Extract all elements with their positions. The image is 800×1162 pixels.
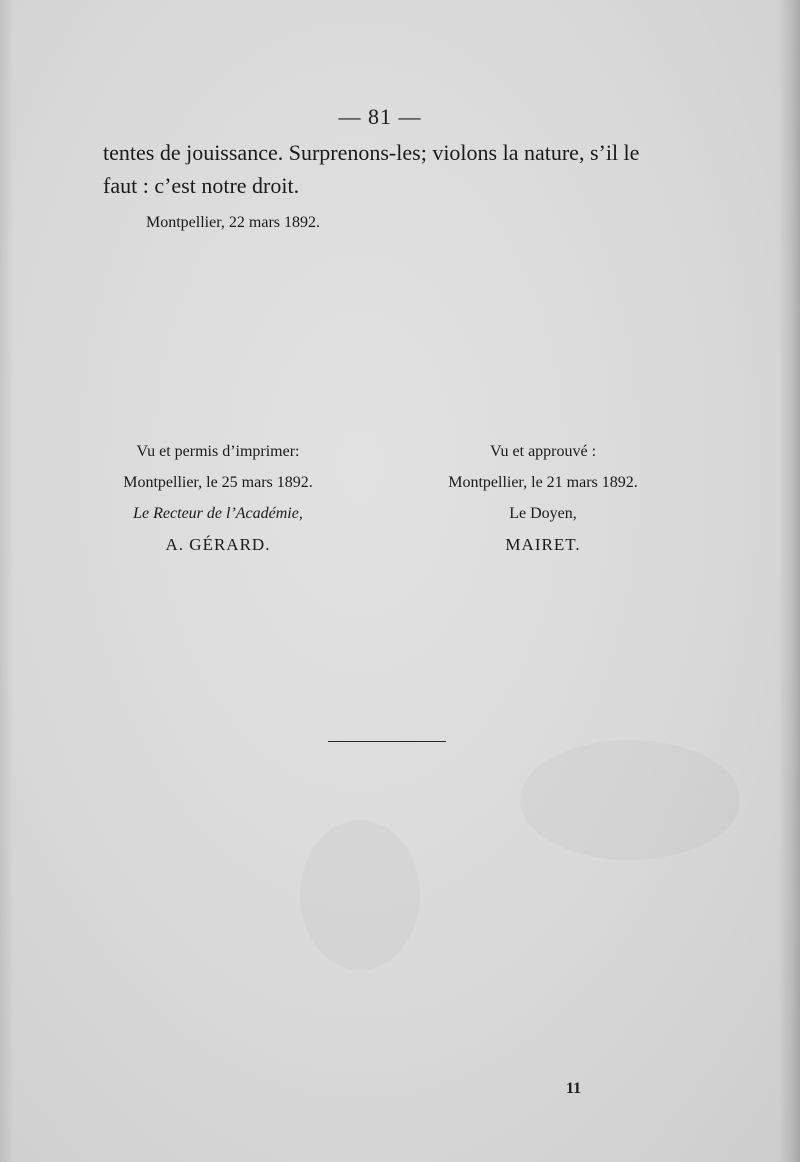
approval-block-rector [88, 436, 348, 560]
approval-block-dean [413, 436, 673, 560]
page-number: — 81 — [338, 104, 422, 129]
approval-heading: Vu et permis d’imprimer: [136, 443, 300, 460]
place-date: Montpellier, 22 mars 1892. [146, 214, 320, 231]
approval-heading: Vu et approuvé : [489, 443, 597, 460]
paper-stain [520, 740, 740, 860]
printer-signature-mark: 11 [566, 1080, 582, 1097]
approval-place-date: Montpellier, le 25 mars 1892. [123, 474, 313, 491]
paper-stain [300, 820, 420, 970]
page-shadow-right [778, 0, 800, 1162]
approval-title: Le Doyen, [509, 505, 577, 522]
approval-signatory: A. GÉRARD. [165, 535, 271, 554]
page-shadow-left [0, 0, 14, 1162]
approval-title: Le Recteur de l’Académie, [133, 505, 303, 522]
approval-signatory: MAIRET. [505, 535, 581, 554]
body-paragraph: tentes de jouissance. Surprenons-les; violons la nature, s’il le faut : c’est notre droit. [103, 140, 640, 198]
approval-place-date: Montpellier, le 21 mars 1892. [448, 474, 638, 491]
horizontal-rule [328, 741, 446, 742]
